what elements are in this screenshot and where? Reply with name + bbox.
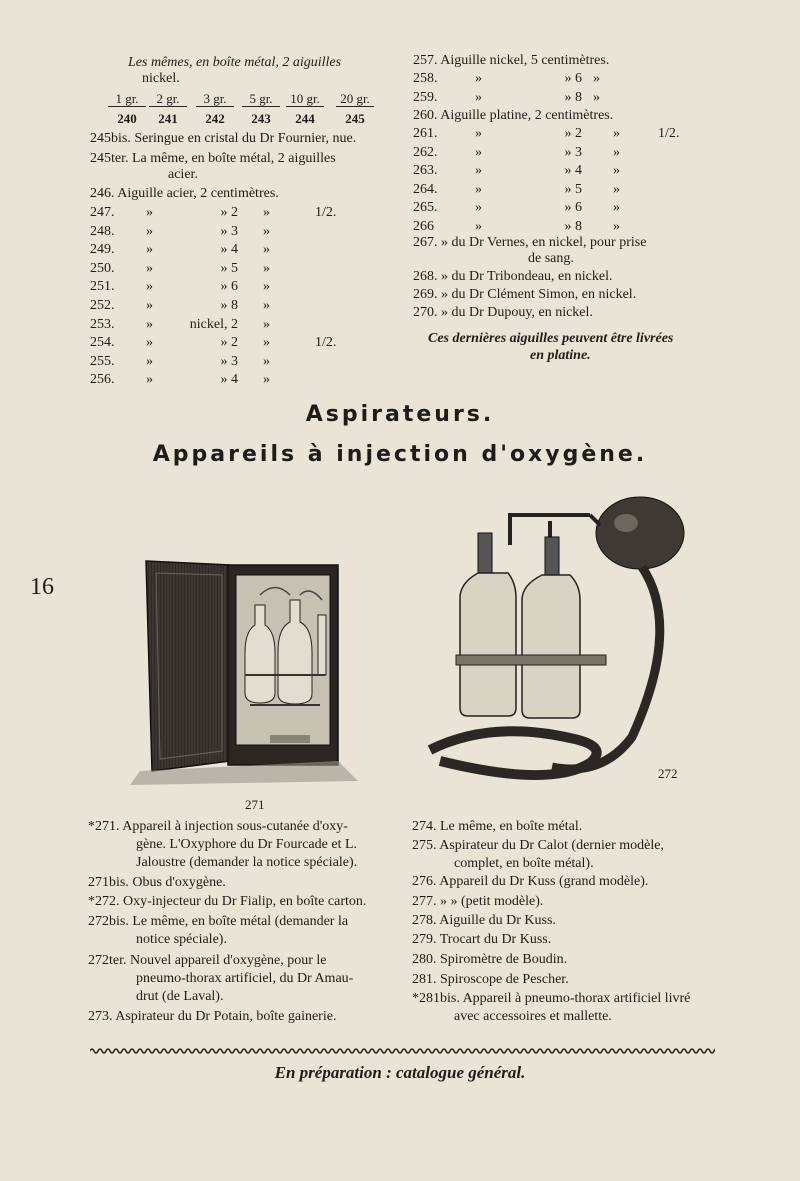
needle-num: 266 [413, 218, 434, 234]
needle-b: » 6 [564, 200, 582, 215]
needle-b: » 4 [220, 242, 238, 258]
needle-num: 261. [413, 126, 438, 141]
catalog-entry-line: 274. Le même, en boîte métal. [412, 819, 583, 834]
needle-c: » [263, 260, 270, 276]
catalog-entry-line: pneumo-thorax artificiel, du Dr Amau- [136, 971, 354, 986]
needle-num: 259. [413, 89, 438, 105]
needle-b: » 4 [564, 163, 582, 178]
needle-b: » 5 [220, 260, 238, 276]
needle-b: » 3 [220, 353, 238, 369]
tube-weight: 3 gr. [203, 91, 227, 106]
needle-a: » [146, 260, 153, 276]
needle-c: » [263, 316, 270, 332]
tube-number: 245 [345, 111, 365, 126]
needle-a: » [146, 353, 153, 369]
needle-a: » [146, 279, 153, 295]
catalog-entry-line: 272ter. Nouvel appareil d'oxygène, pour le [88, 953, 327, 968]
figure-272-oxygen-bottles [420, 485, 700, 790]
item-245bis: 245bis. Seringue en cristal du Dr Fournier, nue. [90, 131, 357, 146]
needle-num: 249. [90, 242, 115, 258]
tube-underline [108, 106, 146, 107]
needle-c: » [593, 71, 600, 86]
tube-number: 241 [158, 111, 178, 126]
catalog-entry-line: 273. Aspirateur du Dr Potain, boîte gainerie. [88, 1009, 337, 1024]
needle-num: 262. [413, 144, 438, 160]
heading-aspirateurs: Aspirateurs. [305, 402, 495, 427]
needle-d: 1/2. [658, 126, 680, 141]
needle-b: nickel, 2 [189, 316, 238, 332]
needle-b: » 8 [564, 218, 582, 234]
needle-a: » [475, 144, 482, 160]
tube-weight: 2 gr. [156, 91, 180, 106]
item-246: 246. Aiguille acier, 2 centimètres. [90, 186, 279, 201]
needle-b: » 3 [564, 144, 582, 160]
tube-number: 243 [251, 111, 271, 126]
needle-b: » 5 [564, 181, 582, 197]
tube-number: 240 [117, 111, 137, 126]
needle-a: » [475, 126, 482, 141]
needle-c: » [613, 163, 620, 178]
needle-b: » 2 [220, 205, 238, 220]
tube-underline [242, 106, 280, 107]
item-268: 268. » du Dr Tribondeau, en nickel. [413, 269, 613, 284]
tube-underline [196, 106, 234, 107]
figure-272-caption: 272 [658, 766, 678, 781]
catalog-entry-line: *272. Oxy-injecteur du Dr Fialip, en boîte carton. [88, 894, 367, 909]
needle-num: 254. [90, 335, 115, 351]
note-line-1: Ces dernières aiguilles peuvent être livrées [428, 331, 674, 346]
needle-b: » 6 [564, 71, 582, 86]
catalog-entry-line: notice spéciale). [136, 932, 227, 947]
catalog-entry-line: 275. Aspirateur du Dr Calot (dernier modèle, [412, 838, 664, 853]
needle-num: 250. [90, 260, 115, 276]
needle-c: » [613, 200, 620, 215]
catalog-entry-line: 276. Appareil du Dr Kuss (grand modèle). [412, 874, 649, 889]
needle-c: » [593, 89, 600, 105]
needle-num: 252. [90, 298, 115, 313]
needle-num: 258. [413, 71, 438, 86]
tube-weight: 10 gr. [290, 91, 320, 106]
catalog-entry-line: *271. Appareil à injection sous-cutanée d'oxy- [88, 819, 348, 834]
catalog-entry-line: 281. Spiroscope de Pescher. [412, 972, 569, 987]
tube-number: 244 [295, 111, 315, 126]
catalog-entry-line: gène. L'Oxyphore du Dr Fourcade et L. [136, 837, 358, 852]
needle-a: » [146, 242, 153, 258]
tube-weight: 20 gr. [340, 91, 370, 106]
needle-a: » [475, 200, 482, 215]
catalog-entry-line: *281bis. Appareil à pneumo-thorax artificiel livré [412, 991, 691, 1006]
tube-underline [286, 106, 324, 107]
needle-num: 263. [413, 163, 438, 178]
catalog-entry-line: 272bis. Le même, en boîte métal (demander la [88, 914, 349, 929]
tube-number: 242 [205, 111, 225, 126]
tube-underline [149, 106, 187, 107]
needle-b: » 4 [220, 372, 238, 388]
needle-num: 265. [413, 200, 438, 215]
catalog-entry-line: complet, en boîte métal). [454, 856, 594, 871]
needle-b: » 6 [220, 279, 238, 295]
needle-d: 1/2. [315, 205, 337, 220]
catalog-entry-line: 280. Spiromètre de Boudin. [412, 952, 568, 967]
needle-c: » [263, 279, 270, 295]
needle-c: » [613, 181, 620, 197]
needle-c: » [613, 218, 620, 234]
needle-num: 253. [90, 316, 115, 332]
item-267-line-1: 267. » du Dr Vernes, en nickel, pour prise [413, 235, 647, 250]
footer-note: En préparation : catalogue général. [274, 1063, 526, 1082]
needle-num: 264. [413, 181, 438, 197]
item-267-line-2: de sang. [528, 251, 574, 266]
needle-d: 1/2. [315, 335, 337, 351]
item-245ter-line-2: acier. [168, 167, 198, 182]
needle-c: » [263, 242, 270, 258]
needle-a: » [475, 89, 482, 105]
catalog-entry-line: 278. Aiguille du Dr Kuss. [412, 913, 556, 928]
needle-a: » [146, 205, 153, 220]
decorative-wave-rule [90, 1047, 715, 1055]
needle-c: » [263, 335, 270, 351]
figure-271-case-apparatus [130, 555, 360, 785]
catalog-entry-line: Jaloustre (demander la notice spéciale). [136, 855, 358, 870]
needle-c: » [613, 126, 620, 141]
intro-line-2: nickel. [142, 71, 180, 86]
tube-weight: 5 gr. [249, 91, 273, 106]
catalog-entry-line: avec accessoires et mallette. [454, 1009, 612, 1024]
catalog-entry-line: 279. Trocart du Dr Kuss. [412, 932, 552, 947]
needle-c: » [263, 205, 270, 220]
needle-num: 247. [90, 205, 115, 220]
item-269: 269. » du Dr Clément Simon, en nickel. [413, 287, 637, 302]
needle-num: 251. [90, 279, 115, 295]
intro-text-1: Les mêmes, en boîte métal, 2 aiguilles [128, 55, 342, 70]
needle-c: » [613, 144, 620, 160]
needle-a: » [475, 181, 482, 197]
needle-num: 248. [90, 223, 115, 239]
needle-c: » [263, 353, 270, 369]
item-260: 260. Aiguille platine, 2 centimètres. [413, 108, 614, 123]
needle-c: » [263, 223, 270, 239]
needle-a: » [146, 316, 153, 332]
needle-a: » [146, 372, 153, 388]
needle-a: » [146, 298, 153, 313]
item-270: 270. » du Dr Dupouy, en nickel. [413, 305, 593, 320]
needle-b: » 8 [564, 89, 582, 105]
needle-num: 255. [90, 353, 115, 369]
catalog-entry-line: 271bis. Obus d'oxygène. [88, 875, 226, 890]
catalog-entry-line: drut (de Laval). [136, 989, 224, 1004]
needle-c: » [263, 372, 270, 388]
tube-underline [336, 106, 374, 107]
item-257: 257. Aiguille nickel, 5 centimètres. [413, 53, 610, 68]
needle-a: » [475, 71, 482, 86]
needle-b: » 3 [220, 223, 238, 239]
figure-271-caption: 271 [245, 797, 265, 812]
needle-a: » [475, 218, 482, 234]
needle-a: » [475, 163, 482, 178]
needle-a: » [146, 223, 153, 239]
page-number: 16 [30, 574, 54, 600]
item-245ter-line-1: 245ter. La même, en boîte métal, 2 aiguilles [90, 151, 336, 166]
needle-b: » 2 [220, 335, 238, 351]
needle-b: » 2 [564, 126, 582, 141]
needle-num: 256. [90, 372, 115, 388]
needle-b: » 8 [220, 298, 238, 313]
heading-appareils-oxygene: Appareils à injection d'oxygène. [152, 442, 648, 467]
needle-a: » [146, 335, 153, 351]
catalog-entry-line: 277. » » (petit modèle). [412, 894, 544, 909]
note-line-2: en platine. [530, 348, 591, 363]
tube-weight: 1 gr. [115, 91, 139, 106]
needle-c: » [263, 298, 270, 313]
